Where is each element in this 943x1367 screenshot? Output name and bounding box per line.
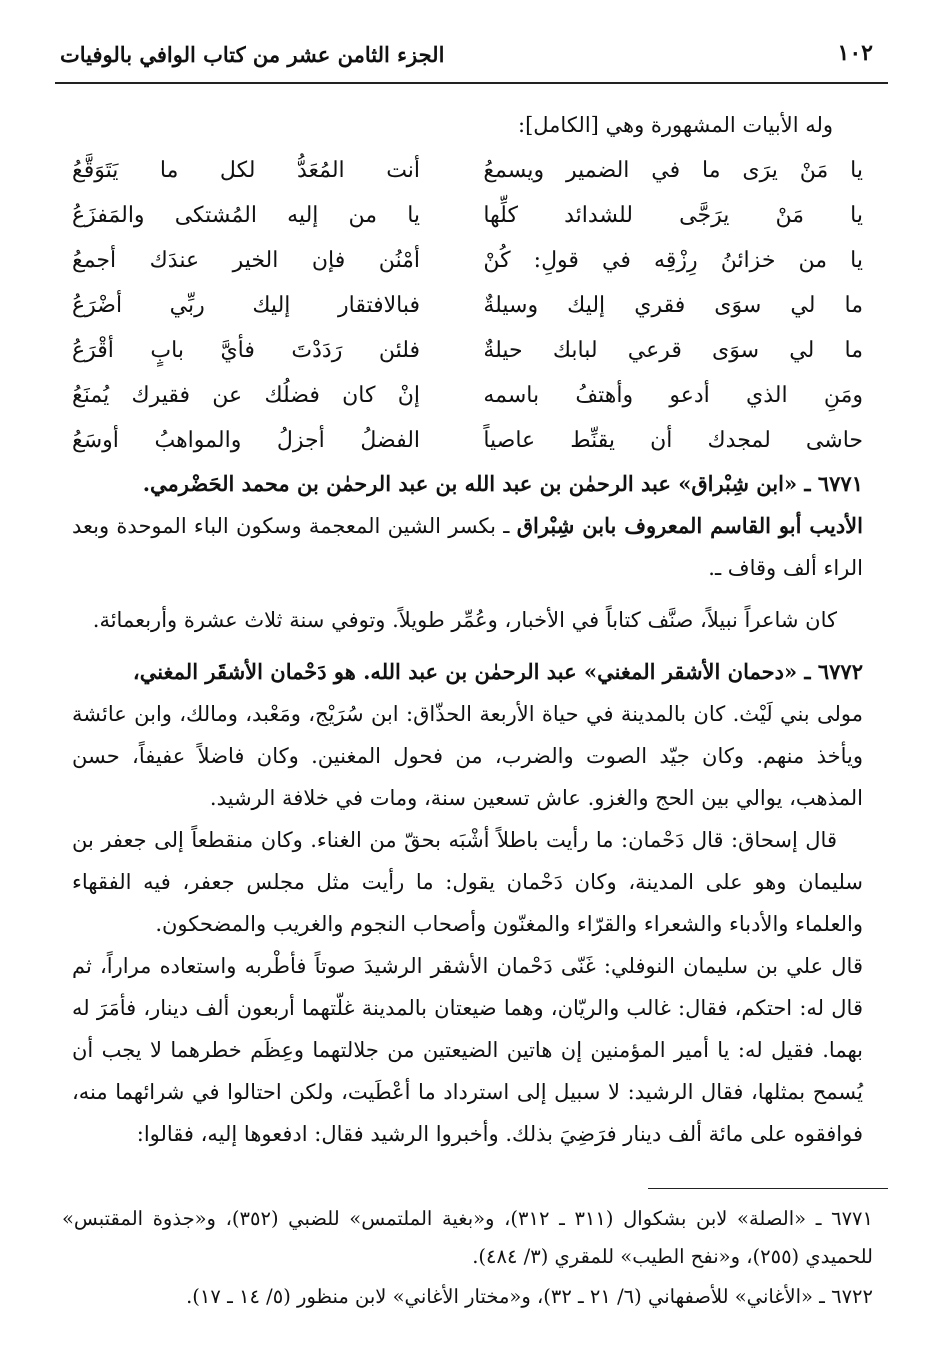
main-text: [72, 100, 863, 1155]
entry-6771-heading: ٦٧٧١ ـ «ابن شِبْراق» عبد الرحمٰن بن عبد الله بن عبد الرحمٰن بن محمد الحَضْرمي.: [142, 471, 863, 496]
verse-second-hemistich: فلئن رَدَدْتَ فأيَّ بابٍ أقْرَعُ: [72, 337, 421, 363]
footnote-6772: ٦٧٢٢ ـ «الأغاني» للأصفهاني (٦/ ٢١ ـ ٣٢)، و«مختار الأغاني» لابن منظور (٥/ ١٤ ـ ١٧).: [186, 1285, 873, 1308]
verse-second-hemistich: إنْ كان فضلُك عن فقيرك يُمنَعُ: [72, 382, 421, 408]
running-header: [60, 36, 873, 76]
verse-first-hemistich: ما لي سوَى فقري إليك وسيلةٌ: [483, 292, 863, 318]
verse-second-hemistich: فبالافتقار إليك ربِّي أضْرَعُ: [72, 292, 421, 318]
verse-first-hemistich: حاشى لمجدك أن يقنِّط عاصياً: [483, 427, 863, 453]
poem: [72, 148, 863, 463]
verse: [72, 373, 863, 418]
entry-6772-paragraph: قال علي بن سليمان النوفلي: غَنّى دَحْمان الأشقر الرشيدَ صوتاً فأطْربه واستعاده مراراً، ثم قال له: احتكم، فقال: غالب والريّان، وهما ضيعتان بالمدينة غلّتهما أربعون ألف دينار، فأمَرَ له بهما. فقيل له: يا أمير المؤمنين إن هاتين الضيعتين من جلالتهما وعِظَم خطرهما لا يجب أن يُسمح بمثلها، فقال الرشيد: لا سبيل إلى استرداد ما أعْطَيت، ولكن احتالوا في شرائهما منه، فوافقوه على مائة ألف دينار فرَضِيَ بذلك. وأخبروا الرشيد فقال: ادفعوها إليه، فقالوا:: [72, 954, 863, 1146]
entry-6771-text: كان شاعراً نبيلاً، صنَّف كتاباً في الأخبار، وعُمِّر طويلاً. وتوفي سنة ثلاث عشرة وأربعمائة.: [92, 608, 837, 632]
entry-6771-subheading: الأديب أبو القاسم المعروف بابن شِبْراق: [516, 513, 863, 538]
running-title: الجزء الثامن عشر من كتاب الوافي بالوفيات: [60, 42, 445, 67]
verse: [72, 328, 863, 373]
verse-first-hemistich: يا من خزائنُ رِزْقِه في قولِ: كُنْ: [483, 247, 863, 273]
verse-second-hemistich: يا من إليه المُشتكى والمَفزَعُ: [72, 202, 421, 228]
entry-6772-heading: ٦٧٧٢ ـ «دحمان الأشقر المغني» عبد الرحمٰن بن عبد الله. هو دَحْمان الأشقَر المغني،: [132, 659, 863, 684]
header-rule: [55, 82, 888, 84]
verse: [72, 283, 863, 328]
verse-first-hemistich: يا مَنْ يرَى ما في الضمير ويسمعُ: [483, 157, 863, 183]
verse-first-hemistich: ما لي سوَى قرعي لبابك حيلةٌ: [483, 337, 863, 363]
verse: [72, 193, 863, 238]
page-number: ١٠٢: [837, 40, 873, 66]
verse-second-hemistich: أنت المُعَدُّ لكل ما يَتَوَقَّعُ: [72, 157, 421, 183]
entry-6772-paragraph: مولى بني لَيْث. كان بالمدينة في حياة الأربعة الحذّاق: ابن سُرَيْج، ومَعْبد، ومالك، وابن عائشة ويأخذ منهم. وكان جيّد الصوت والضرب، من فحول المغنين. وكان فاضلاً عفيفاً، حسن المذهب، يوالي بين الحج والغزو. عاش تسعين سنة، ومات في خلافة الرشيد.: [72, 702, 863, 810]
verse: [72, 418, 863, 463]
footnote-rule: [648, 1188, 888, 1189]
verse: [72, 148, 863, 193]
footnote-6771: ٦٧٧١ ـ «الصلة» لابن بشكوال (٣١١ ـ ٣١٢)، و«بغية الملتمس» للضبي (٣٥٢)، و«جذوة المقتبس» للحميدي (٢٥٥)، و«نفح الطيب» للمقري (٣/ ٤٨٤).: [62, 1207, 873, 1268]
verse-first-hemistich: ومَنِ الذي أدعو وأهتفُ باسمه: [483, 382, 863, 408]
entry-6772-paragraph: قال إسحاق: قال دَحْمان: ما رأيت باطلاً أشْبَه بحقّ من الغناء. وكان منقطعاً إلى جعفر بن سليمان وهو على المدينة، وكان دَحْمان يقول: ما رأيت مثل مجلس جعفر، فيه الفقهاء والعلماء والأدباء والشعراء والقرّاء والمغنّون وأصحاب النجوم والغريب والمضحكون.: [72, 828, 863, 936]
poem-intro: وله الأبيات المشهورة وهي [الكامل]:: [518, 113, 833, 137]
verse: [72, 238, 863, 283]
verse-second-hemistich: أمْنُن فإن الخير عندَك أجمعُ: [72, 247, 421, 273]
entry-6771-intro: [72, 505, 863, 589]
verse-second-hemistich: الفضلُ أجزلُ والمواهبُ أوسَعُ: [72, 427, 421, 453]
entry-6771-pronunciation: ـ بكسر الشين المعجمة وسكون الباء الموحدة وبعد الراء ألف وقاف ـ.: [72, 514, 863, 580]
footnotes: [62, 1200, 873, 1316]
verse-first-hemistich: يا مَنْ يرَجَّى للشدائد كلِّها: [483, 202, 863, 228]
